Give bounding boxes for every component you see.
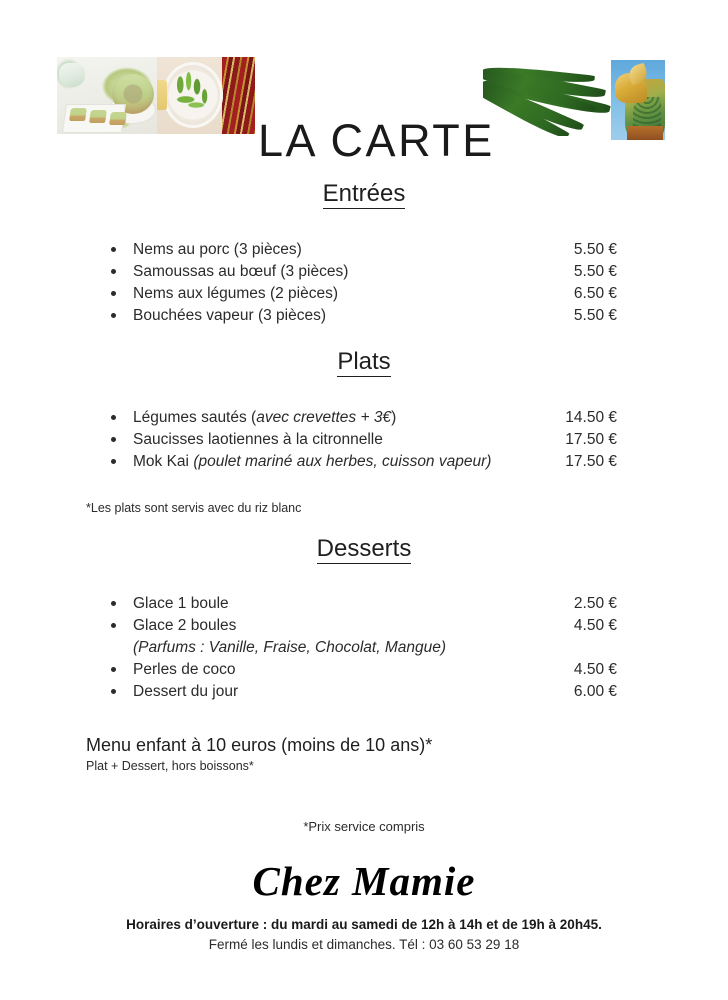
section-title-plats: Plats xyxy=(337,347,391,375)
bullet-icon xyxy=(111,689,116,694)
menu-item-price: 17.50 € xyxy=(565,430,617,448)
menu-item xyxy=(0,615,728,637)
naga-dragon-photo xyxy=(611,60,665,140)
menu-item xyxy=(0,593,728,615)
menu-item-label: Nems au porc (3 pièces) xyxy=(133,240,302,258)
service-note: *Prix service compris xyxy=(303,819,425,835)
dragon-base-shape xyxy=(627,126,663,140)
bullet-icon xyxy=(111,269,116,274)
menu-item-label: Bouchées vapeur (3 pièces) xyxy=(133,306,327,324)
menu-item-price: 17.50 € xyxy=(565,452,617,470)
kids-menu-subtitle: Plat + Dessert, hors boissons* xyxy=(86,759,254,774)
dessert-flavours-note: (Parfums : Vanille, Fraise, Chocolat, Mangue) xyxy=(133,639,446,657)
bullet-icon xyxy=(111,437,116,442)
menu-item-price: 6.50 € xyxy=(573,284,617,302)
bullet-icon xyxy=(111,247,116,252)
menu-item-price: 4.50 € xyxy=(573,661,617,679)
page-title: LA CARTE xyxy=(258,115,495,166)
closing-days-and-phone: Fermé les lundis et dimanches. Tél : 03 60 53 29 18 xyxy=(208,937,520,953)
menu-content xyxy=(0,180,728,955)
pandan-cake-photo xyxy=(57,57,157,134)
entrees-item-list xyxy=(0,239,728,327)
section-entrees xyxy=(0,180,728,327)
menu-item-price: 14.50 € xyxy=(565,408,617,426)
bullet-icon xyxy=(111,601,116,606)
restaurant-name: Chez Mamie xyxy=(252,858,476,905)
kids-menu-title: Menu enfant à 10 euros (moins de 10 ans)* xyxy=(86,735,433,756)
menu-item-price: 5.50 € xyxy=(573,262,617,280)
cake-slice-shape xyxy=(109,112,127,125)
menu-item-price: 4.50 € xyxy=(573,617,617,635)
opening-hours: Horaires d’ouverture : du mardi au samedi de 12h à 14h et de 19h à 20h45. xyxy=(126,917,602,933)
menu-item xyxy=(0,681,728,703)
bullet-icon xyxy=(111,459,116,464)
section-desserts xyxy=(0,535,728,704)
teapot-shape xyxy=(59,63,85,87)
menu-item xyxy=(0,659,728,681)
bullet-icon xyxy=(111,313,116,318)
menu-item-label: Mok Kai (poulet mariné aux herbes, cuisson vapeur) xyxy=(133,452,492,470)
green-herbs-shape xyxy=(171,71,213,117)
cake-slice-shape xyxy=(89,110,107,123)
desserts-item-list xyxy=(0,593,728,703)
bullet-icon xyxy=(111,291,116,296)
menu-item-price: 6.00 € xyxy=(573,683,617,701)
menu-item xyxy=(0,451,728,473)
menu-item-description: (poulet mariné aux herbes, cuisson vapeur) xyxy=(193,452,492,470)
plats-item-list xyxy=(0,407,728,473)
fabric-pattern-shape xyxy=(222,57,255,134)
menu-header xyxy=(0,0,728,180)
menu-item xyxy=(0,429,728,451)
plats-note: *Les plats sont servis avec du riz blanc xyxy=(86,500,302,515)
section-title-desserts: Desserts xyxy=(316,534,412,562)
menu-item xyxy=(0,261,728,283)
cake-slice-shape xyxy=(69,108,87,121)
bullet-icon xyxy=(111,415,116,420)
menu-item xyxy=(0,407,728,429)
menu-item-price: 5.50 € xyxy=(573,306,617,324)
section-title-entrees: Entrées xyxy=(322,180,406,207)
menu-item-label: Perles de coco xyxy=(133,661,236,679)
menu-item-label: Glace 1 boule xyxy=(133,595,229,613)
bullet-icon xyxy=(111,667,116,672)
side-food-shape xyxy=(157,80,167,110)
menu-item-label: Glace 2 boules xyxy=(133,617,237,635)
menu-item-label: Dessert du jour xyxy=(133,683,239,701)
menu-item-label: Samoussas au bœuf (3 pièces) xyxy=(133,262,349,280)
menu-item-price: 2.50 € xyxy=(573,595,617,613)
pandan-leaves-photo xyxy=(483,60,618,136)
menu-item-description: avec crevettes + 3€ xyxy=(256,408,392,426)
menu-item xyxy=(0,283,728,305)
herb-dish-photo xyxy=(157,57,255,134)
menu-item xyxy=(0,239,728,261)
menu-item-label: Légumes sautés (avec crevettes + 3€) xyxy=(133,408,397,426)
menu-item-label: Saucisses laotiennes à la citronnelle xyxy=(133,430,383,448)
menu-item-price: 5.50 € xyxy=(573,240,617,258)
bullet-icon xyxy=(111,623,116,628)
section-plats xyxy=(0,348,728,517)
menu-item xyxy=(0,305,728,327)
menu-item-label: Nems aux légumes (2 pièces) xyxy=(133,284,339,302)
